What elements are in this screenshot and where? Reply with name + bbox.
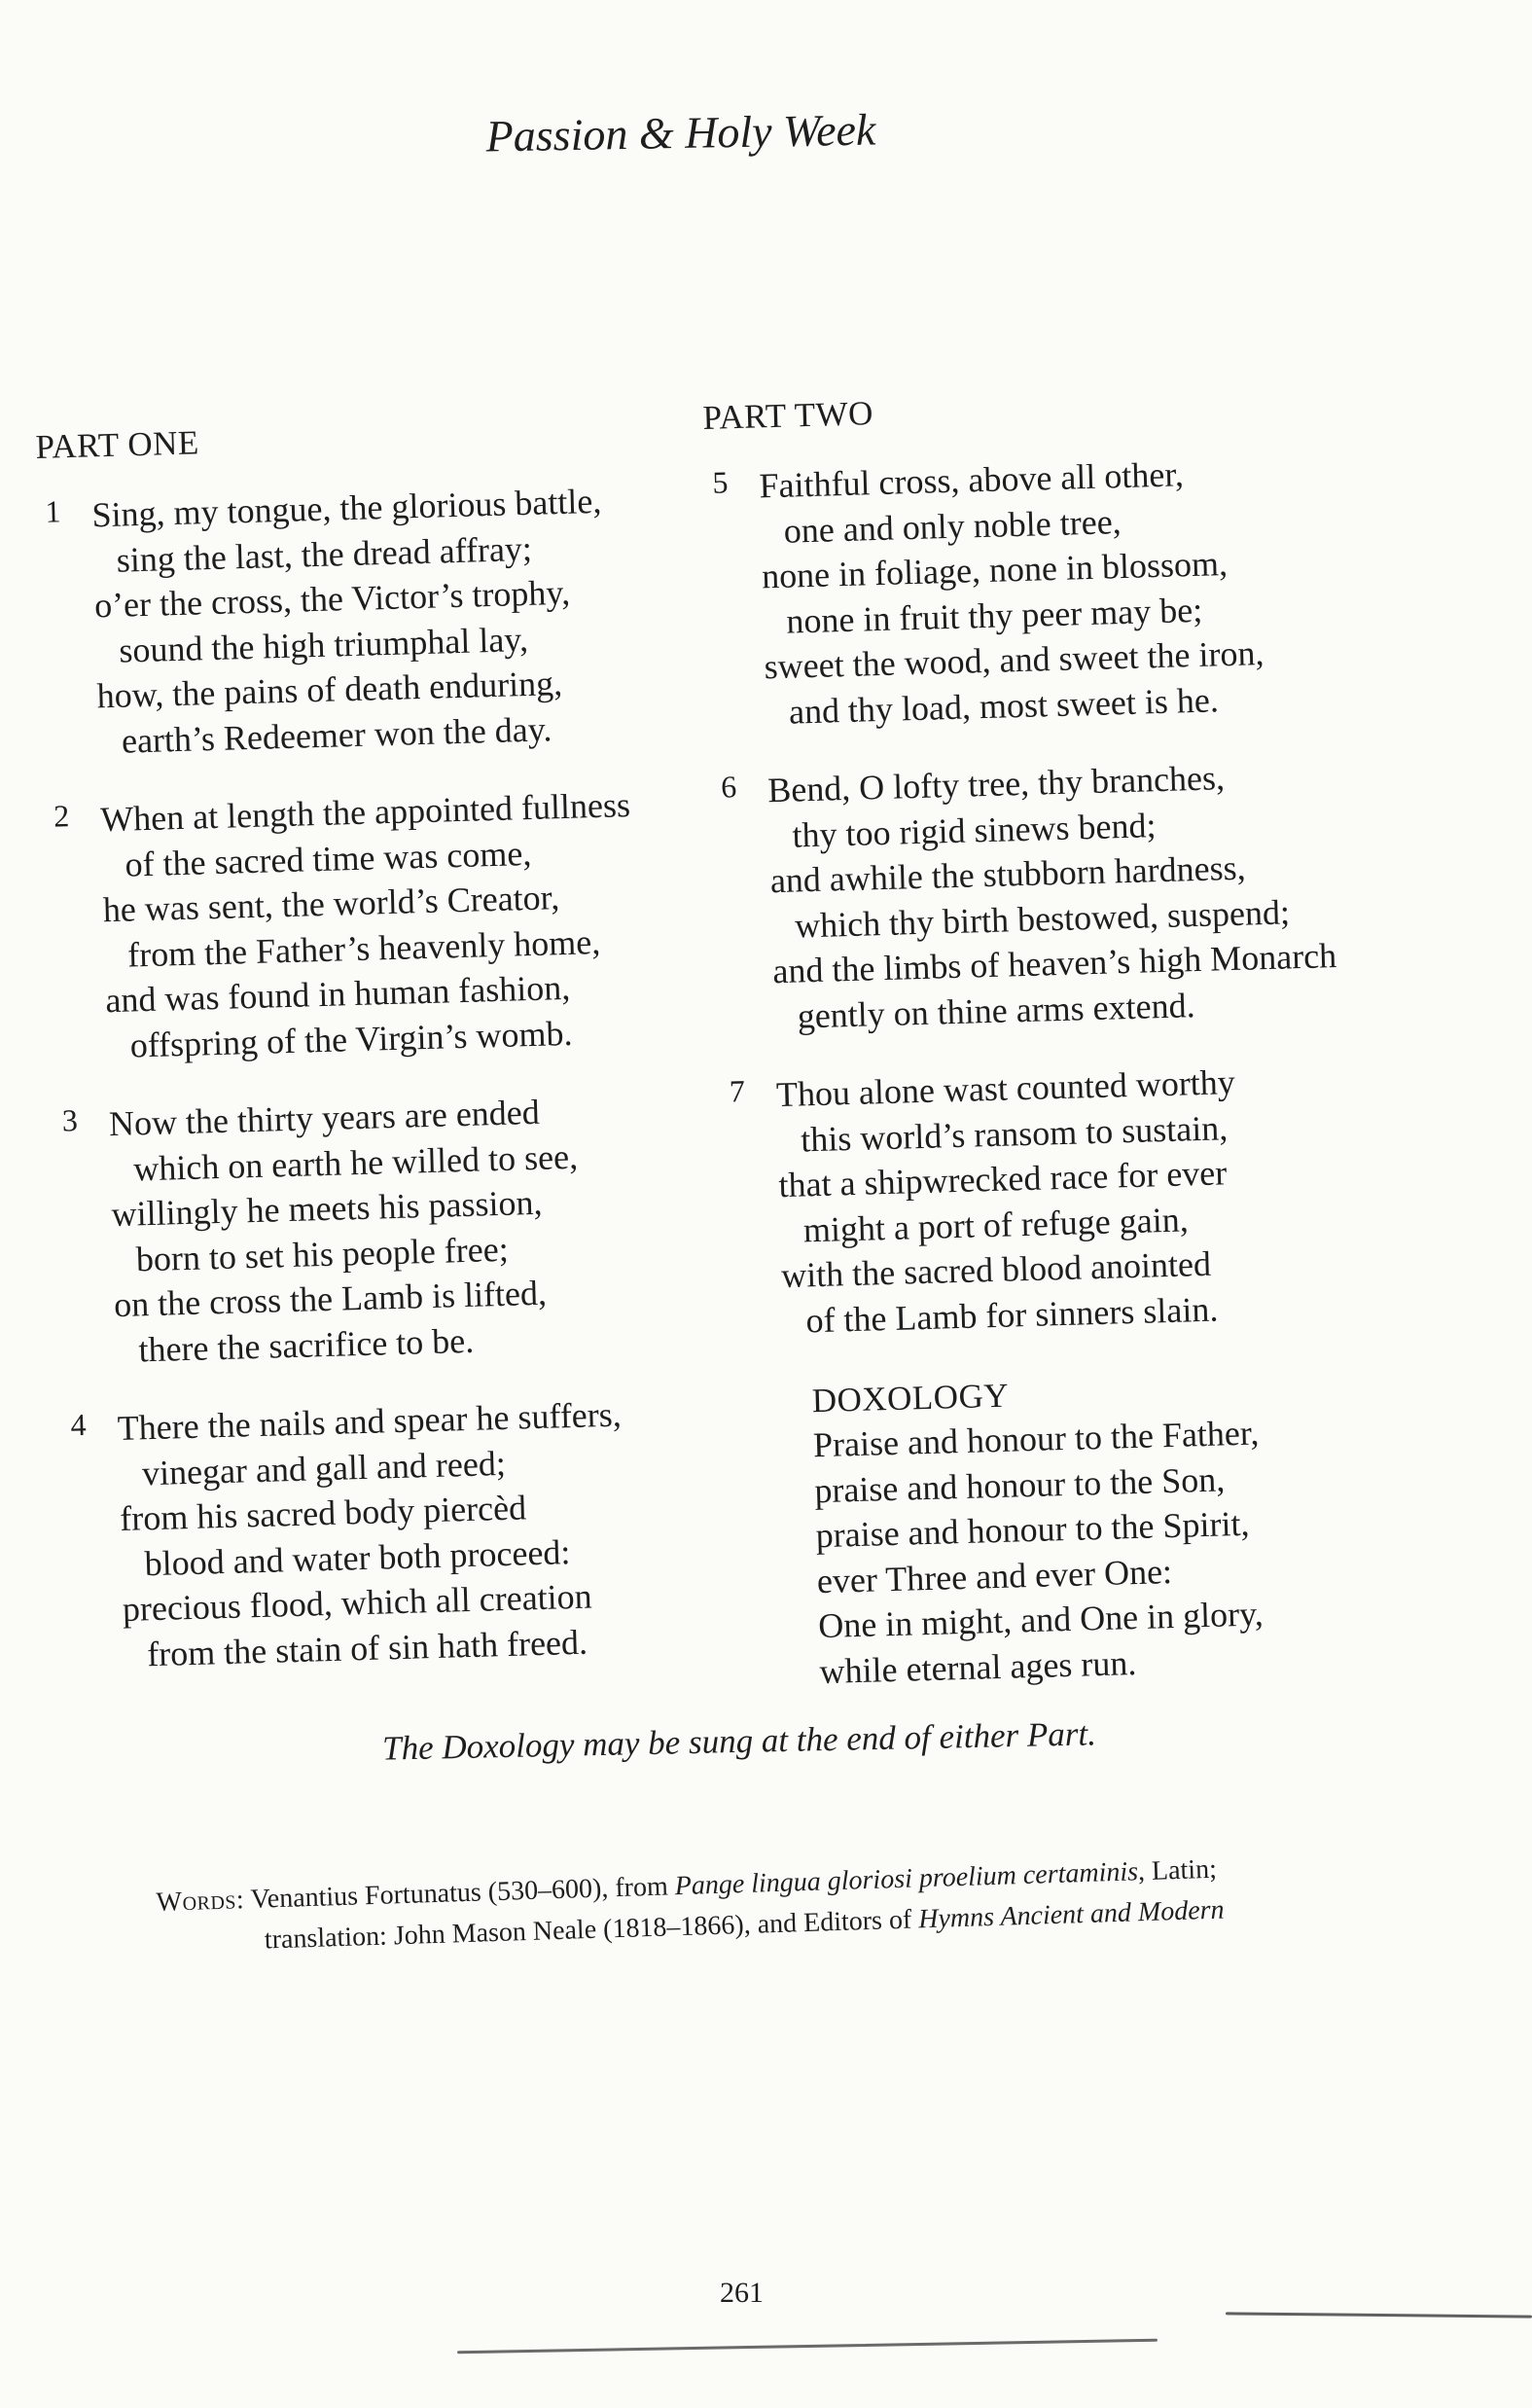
verse-line: earth’s Redeemer won the day. [121, 708, 552, 761]
verse-line: which on earth he willed to see, [132, 1136, 579, 1188]
verse-line: gently on thine arms extend. [797, 985, 1196, 1036]
footer-rule-edge [1226, 2312, 1532, 2318]
doxology-title: DOXOLOGY [811, 1376, 1010, 1420]
verse [37, 476, 716, 766]
verse-line: of the Lamb for sinners slain. [804, 1289, 1219, 1340]
part-two-verses [704, 447, 1400, 1346]
verse-line: of the sacred time was come, [124, 833, 532, 884]
verse-line: and awhile the stubborn hardness, [769, 847, 1247, 901]
verse [721, 1055, 1400, 1345]
part-two-column [702, 380, 1409, 1697]
part-one-column [35, 410, 742, 1712]
verse-line: might a port of refuge gain, [802, 1199, 1190, 1249]
verse-line: There the nails and spear he suffers, [117, 1394, 623, 1449]
verse-line: one and only noble tree, [783, 501, 1122, 551]
credits-source-lang: , Latin; [1137, 1853, 1218, 1887]
part-one-title: PART ONE [35, 423, 200, 466]
verse-number: 7 [729, 1073, 746, 1109]
verse-line: from the Father’s heavenly home, [126, 921, 601, 975]
verse [62, 1388, 741, 1678]
doxology-line: One in might, and One in glory, [817, 1594, 1265, 1646]
verse-number: 4 [70, 1406, 88, 1443]
verse-number: 1 [44, 493, 61, 529]
section-heading: Passion & Holy Week [485, 104, 876, 162]
verse-line: offspring of the Virgin’s womb. [129, 1013, 573, 1065]
verse-line: and the limbs of heaven’s high Monarch [771, 936, 1337, 991]
verse [713, 751, 1392, 1041]
verse-line: there the sacrifice to be. [137, 1320, 475, 1369]
verse-line: with the sacred blood anointed [780, 1243, 1212, 1296]
verse-number: 2 [53, 798, 70, 834]
verse-line: sing the last, the dread affray; [116, 528, 533, 580]
credits-author: Venantius Fortunatus (530–600), from [250, 1871, 669, 1915]
verse-line: which thy birth bestowed, suspend; [794, 891, 1291, 946]
verse-line: from the stain of sin hath freed. [146, 1622, 588, 1673]
verse-line: and was found in human fashion, [104, 967, 571, 1021]
doxology-line: praise and honour to the Spirit, [815, 1503, 1250, 1556]
verse-line: none in foliage, none in blossom, [761, 543, 1229, 596]
doxology-line: while eternal ages run. [819, 1642, 1137, 1691]
verse-line: o’er the cross, the Victor’s trophy, [93, 572, 571, 626]
verse-line: willingly he meets his passion, [111, 1182, 543, 1235]
verse-line: blood and water both proceed: [144, 1531, 571, 1583]
verse-line: precious flood, which all creation [122, 1576, 593, 1629]
part-one-verses [37, 476, 741, 1679]
verse-line: none in fruit thy peer may be; [785, 590, 1203, 641]
verse-line: this world’s ransom to sustain, [800, 1107, 1229, 1159]
doxology-note: The Doxology may be sung at the end of either Part. [381, 1714, 1097, 1768]
verse-line: thy too rigid sinews bend; [791, 805, 1157, 855]
footer-rule [457, 2339, 1158, 2354]
credits-label: Words: [156, 1885, 245, 1918]
doxology-lines [812, 1406, 1409, 1694]
verse-number: 5 [711, 464, 729, 500]
credits-collection: Hymns Ancient and Modern [917, 1894, 1226, 1935]
verse [704, 447, 1383, 737]
verse [46, 780, 725, 1070]
credits-source-title: Pange lingua gloriosi proelium certaminis [674, 1856, 1139, 1902]
verse-line: Sing, my tongue, the glorious battle, [90, 481, 602, 535]
doxology-line: praise and honour to the Son, [813, 1458, 1226, 1510]
verse-line: Faithful cross, above all other, [758, 454, 1185, 506]
verse-line: Now the thirty years are ended [108, 1092, 541, 1144]
verse-line: born to set his people free; [135, 1229, 510, 1278]
verse-line: he was sent, the world’s Creator, [102, 878, 560, 930]
verse-line: Bend, O lofty tree, thy branches, [766, 758, 1226, 810]
verse-line: how, the pains of death enduring, [96, 663, 563, 716]
verse-line: Thou alone wast counted worthy [775, 1061, 1236, 1115]
verse-line: and thy load, most sweet is he. [788, 679, 1220, 732]
page-number: 261 [720, 2277, 764, 2309]
part-two-title: PART TWO [702, 394, 874, 437]
doxology-line: Praise and honour to the Father, [812, 1413, 1260, 1465]
verse-number: 3 [61, 1102, 79, 1138]
credits [156, 1843, 1442, 1964]
verse-line: from his sacred body piercèd [119, 1488, 527, 1538]
verse-line: sweet the wood, and sweet the iron, [764, 632, 1265, 687]
verse-line: sound the high triumphal lay, [118, 619, 529, 670]
credits-translation: translation: John Mason Neale (1818–1866), and Editors of [264, 1904, 912, 1956]
doxology [730, 1365, 1409, 1696]
doxology-line: ever Three and ever One: [816, 1551, 1173, 1600]
verse-line: vinegar and gall and reed; [141, 1443, 507, 1492]
verse-line: that a shipwrecked race for ever [778, 1153, 1228, 1205]
verse-number: 6 [720, 769, 737, 805]
verse-line: on the cross the Lamb is lifted, [113, 1273, 548, 1325]
verse-line: When at length the appointed fullness [99, 785, 631, 840]
verse [53, 1084, 732, 1374]
